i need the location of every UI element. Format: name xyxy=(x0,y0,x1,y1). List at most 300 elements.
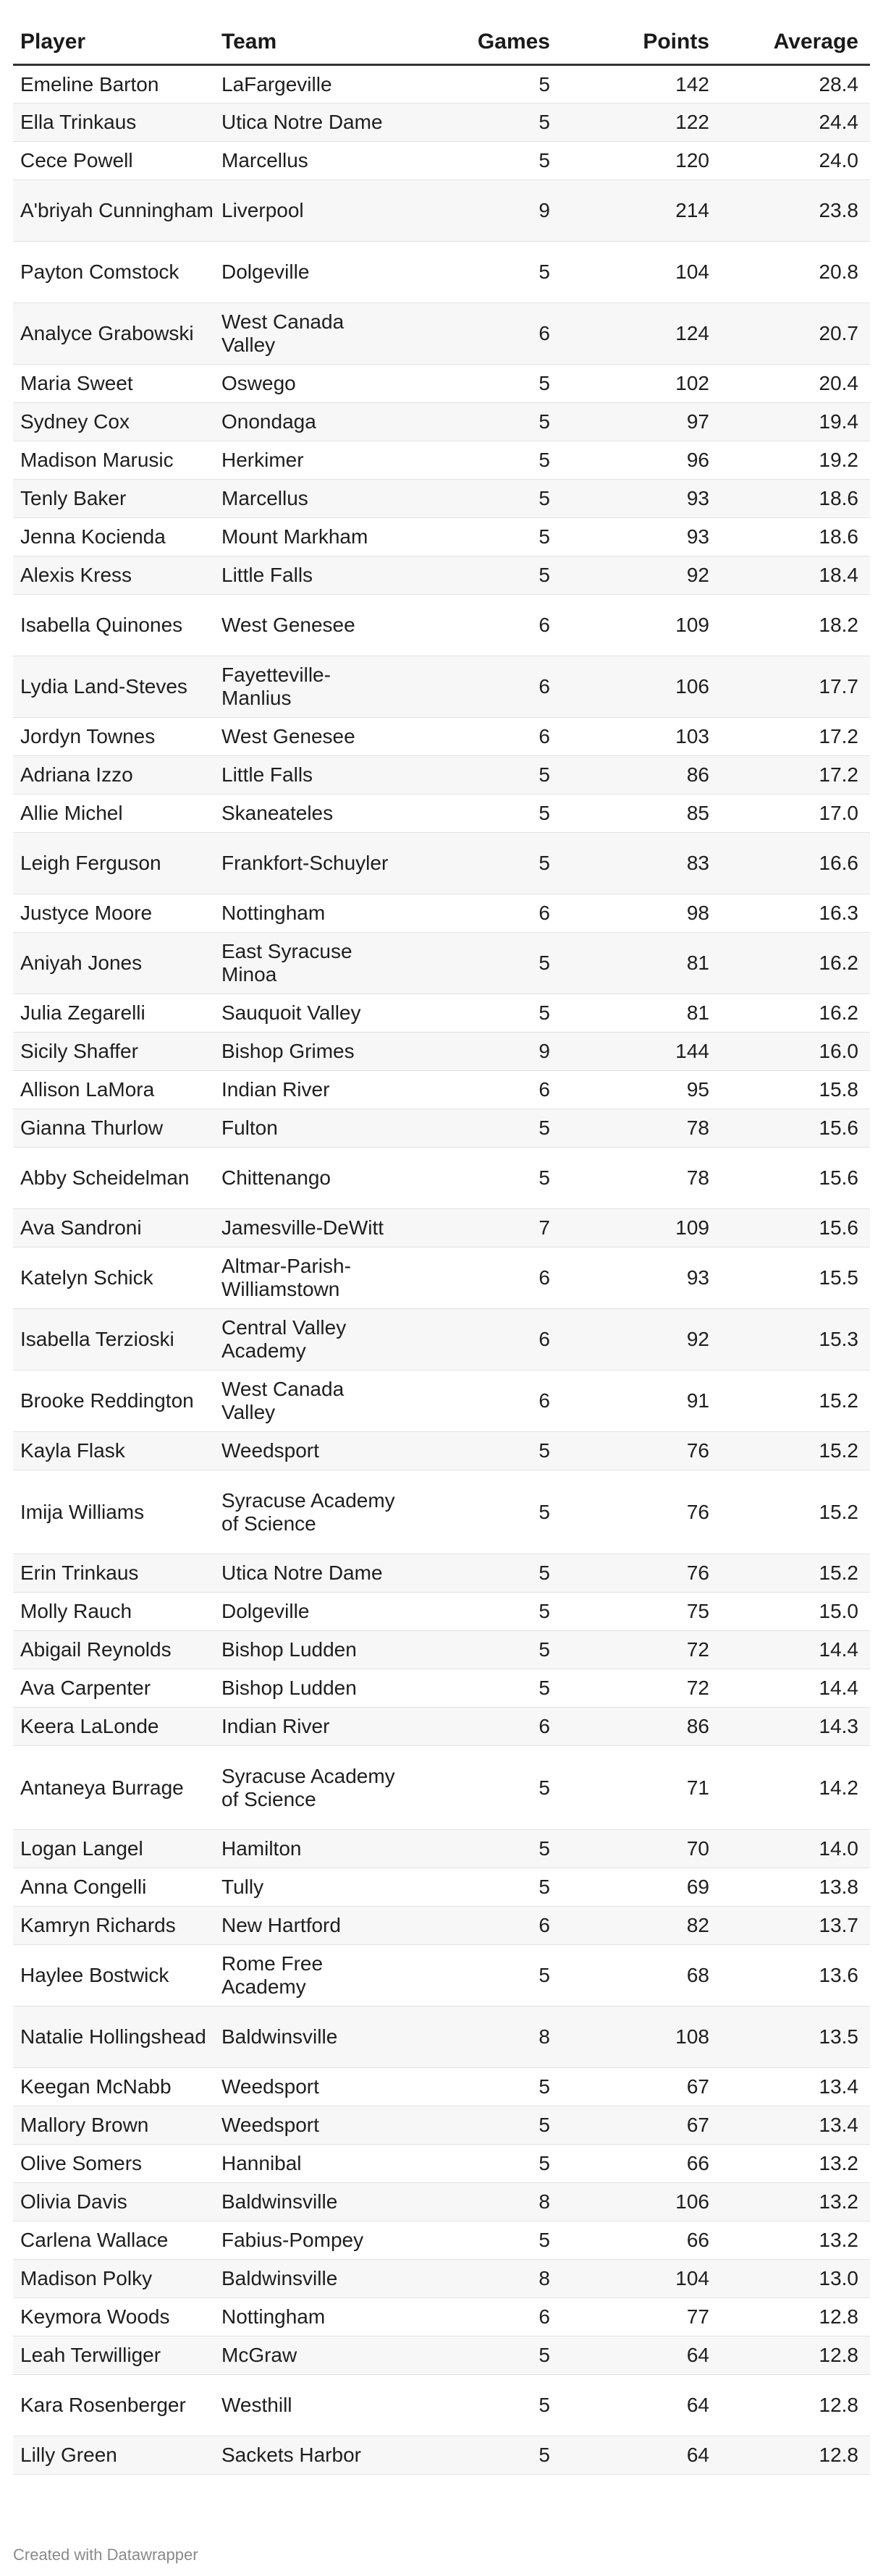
cell-player: Isabella Terzioski xyxy=(13,1309,214,1370)
table-row xyxy=(13,65,870,103)
cell-average: 13.6 xyxy=(721,1945,870,2007)
cell-points: 82 xyxy=(562,1907,721,1945)
cell-games: 6 xyxy=(395,1309,562,1370)
table-row xyxy=(13,1370,870,1432)
cell-points: 70 xyxy=(562,1830,721,1868)
table-row xyxy=(13,756,870,795)
table-row xyxy=(13,1554,870,1593)
cell-player: Haylee Bostwick xyxy=(13,1945,214,2007)
table-row xyxy=(13,1432,870,1470)
table-row xyxy=(13,2068,870,2106)
cell-points: 71 xyxy=(562,1746,721,1830)
cell-average: 13.4 xyxy=(721,2068,870,2106)
cell-player: Keymora Woods xyxy=(13,2298,214,2336)
cell-team: Marcellus xyxy=(214,480,395,518)
table-row xyxy=(13,1033,870,1071)
cell-points: 66 xyxy=(562,2221,721,2260)
cell-team: Sackets Harbor xyxy=(214,2436,395,2475)
cell-team: East Syracuse Minoa xyxy=(214,933,395,994)
cell-average: 20.7 xyxy=(721,303,870,365)
cell-player: Kara Rosenberger xyxy=(13,2375,214,2436)
table-row xyxy=(13,556,870,595)
cell-player: Alexis Kress xyxy=(13,556,214,595)
table-row xyxy=(13,1907,870,1945)
cell-player: Anna Congelli xyxy=(13,1868,214,1907)
cell-average: 15.2 xyxy=(721,1370,870,1432)
cell-games: 5 xyxy=(395,65,562,103)
cell-games: 6 xyxy=(395,1907,562,1945)
cell-points: 67 xyxy=(562,2106,721,2145)
cell-games: 5 xyxy=(395,1109,562,1148)
cell-games: 5 xyxy=(395,2436,562,2475)
cell-average: 12.8 xyxy=(721,2375,870,2436)
cell-games: 5 xyxy=(395,518,562,556)
table-row xyxy=(13,1109,870,1148)
table-row xyxy=(13,994,870,1033)
cell-team: Bishop Ludden xyxy=(214,1631,395,1669)
cell-player: Tenly Baker xyxy=(13,480,214,518)
cell-games: 5 xyxy=(395,142,562,180)
cell-team: Dolgeville xyxy=(214,1593,395,1631)
cell-average: 15.6 xyxy=(721,1109,870,1148)
cell-games: 6 xyxy=(395,894,562,933)
cell-average: 23.8 xyxy=(721,180,870,242)
cell-games: 5 xyxy=(395,365,562,403)
cell-player: Jenna Kocienda xyxy=(13,518,214,556)
table-row xyxy=(13,1071,870,1109)
cell-team: Marcellus xyxy=(214,142,395,180)
cell-points: 72 xyxy=(562,1669,721,1708)
cell-average: 14.4 xyxy=(721,1669,870,1708)
cell-average: 15.6 xyxy=(721,1148,870,1209)
cell-points: 104 xyxy=(562,2260,721,2298)
table-row xyxy=(13,2221,870,2260)
cell-games: 5 xyxy=(395,2336,562,2375)
cell-average: 14.3 xyxy=(721,1708,870,1746)
table-row xyxy=(13,1868,870,1907)
table-row xyxy=(13,103,870,142)
table-row xyxy=(13,718,870,756)
cell-points: 106 xyxy=(562,656,721,718)
cell-points: 69 xyxy=(562,1868,721,1907)
cell-player: Abigail Reynolds xyxy=(13,1631,214,1669)
cell-player: Isabella Quinones xyxy=(13,595,214,656)
cell-games: 5 xyxy=(395,103,562,142)
cell-points: 78 xyxy=(562,1109,721,1148)
cell-team: LaFargeville xyxy=(214,65,395,103)
table-body xyxy=(13,65,870,2475)
cell-player: Maria Sweet xyxy=(13,365,214,403)
table-row xyxy=(13,894,870,933)
cell-games: 5 xyxy=(395,1148,562,1209)
cell-games: 6 xyxy=(395,595,562,656)
cell-points: 98 xyxy=(562,894,721,933)
cell-team: Utica Notre Dame xyxy=(214,1554,395,1593)
table-row xyxy=(13,2145,870,2183)
cell-games: 5 xyxy=(395,1945,562,2007)
cell-games: 6 xyxy=(395,718,562,756)
column-header-player[interactable]: Player xyxy=(13,14,214,65)
cell-team: Sauquoit Valley xyxy=(214,994,395,1033)
cell-games: 5 xyxy=(395,1631,562,1669)
table-row xyxy=(13,1708,870,1746)
table-row xyxy=(13,1309,870,1370)
cell-player: Julia Zegarelli xyxy=(13,994,214,1033)
cell-games: 5 xyxy=(395,1432,562,1470)
cell-team: Baldwinsville xyxy=(214,2183,395,2221)
cell-player: Allie Michel xyxy=(13,795,214,833)
cell-average: 13.5 xyxy=(721,2007,870,2068)
cell-points: 142 xyxy=(562,65,721,103)
cell-team: Weedsport xyxy=(214,1432,395,1470)
cell-player: Cece Powell xyxy=(13,142,214,180)
cell-player: Madison Marusic xyxy=(13,441,214,480)
cell-games: 5 xyxy=(395,403,562,441)
table-row xyxy=(13,833,870,894)
cell-points: 214 xyxy=(562,180,721,242)
cell-team: Central Valley Academy xyxy=(214,1309,395,1370)
cell-average: 14.2 xyxy=(721,1746,870,1830)
table-row xyxy=(13,1746,870,1830)
table-row xyxy=(13,1669,870,1708)
stats-table xyxy=(13,14,870,2475)
cell-average: 18.2 xyxy=(721,595,870,656)
cell-points: 103 xyxy=(562,718,721,756)
table-header xyxy=(13,14,870,65)
cell-team: Bishop Grimes xyxy=(214,1033,395,1071)
cell-points: 144 xyxy=(562,1033,721,1071)
cell-player: Imija Williams xyxy=(13,1470,214,1554)
cell-average: 13.4 xyxy=(721,2106,870,2145)
cell-games: 6 xyxy=(395,1247,562,1309)
cell-player: Olive Somers xyxy=(13,2145,214,2183)
cell-games: 6 xyxy=(395,1071,562,1109)
table-row xyxy=(13,480,870,518)
cell-average: 13.2 xyxy=(721,2183,870,2221)
cell-points: 86 xyxy=(562,756,721,795)
table-row xyxy=(13,1209,870,1247)
cell-average: 16.0 xyxy=(721,1033,870,1071)
cell-player: Aniyah Jones xyxy=(13,933,214,994)
cell-team: Utica Notre Dame xyxy=(214,103,395,142)
cell-average: 17.7 xyxy=(721,656,870,718)
cell-points: 85 xyxy=(562,795,721,833)
cell-player: Erin Trinkaus xyxy=(13,1554,214,1593)
cell-average: 18.4 xyxy=(721,556,870,595)
cell-average: 16.6 xyxy=(721,833,870,894)
cell-player: Lydia Land-Steves xyxy=(13,656,214,718)
cell-team: Fayetteville-Manlius xyxy=(214,656,395,718)
cell-games: 9 xyxy=(395,180,562,242)
cell-player: Kamryn Richards xyxy=(13,1907,214,1945)
cell-games: 5 xyxy=(395,2145,562,2183)
cell-team: Frankfort-Schuyler xyxy=(214,833,395,894)
cell-average: 14.0 xyxy=(721,1830,870,1868)
table-row xyxy=(13,1631,870,1669)
cell-team: West Genesee xyxy=(214,595,395,656)
cell-average: 17.0 xyxy=(721,795,870,833)
table-row xyxy=(13,2436,870,2475)
cell-team: Altmar-Parish-Williamstown xyxy=(214,1247,395,1309)
cell-points: 78 xyxy=(562,1148,721,1209)
cell-games: 5 xyxy=(395,1470,562,1554)
cell-player: Katelyn Schick xyxy=(13,1247,214,1309)
cell-player: Allison LaMora xyxy=(13,1071,214,1109)
cell-games: 5 xyxy=(395,1593,562,1631)
cell-average: 13.8 xyxy=(721,1868,870,1907)
cell-games: 7 xyxy=(395,1209,562,1247)
cell-team: New Hartford xyxy=(214,1907,395,1945)
table-row xyxy=(13,242,870,303)
cell-team: Hannibal xyxy=(214,2145,395,2183)
cell-team: Dolgeville xyxy=(214,242,395,303)
cell-games: 5 xyxy=(395,933,562,994)
cell-player: A'briyah Cunningham xyxy=(13,180,214,242)
cell-player: Leah Terwilliger xyxy=(13,2336,214,2375)
table-row xyxy=(13,2298,870,2336)
cell-games: 8 xyxy=(395,2260,562,2298)
table-row xyxy=(13,1470,870,1554)
cell-player: Payton Comstock xyxy=(13,242,214,303)
datawrapper-credit[interactable]: Created with Datawrapper xyxy=(13,2546,198,2564)
cell-team: Little Falls xyxy=(214,756,395,795)
table-row xyxy=(13,2375,870,2436)
cell-player: Sicily Shaffer xyxy=(13,1033,214,1071)
cell-points: 76 xyxy=(562,1470,721,1554)
cell-player: Carlena Wallace xyxy=(13,2221,214,2260)
cell-average: 18.6 xyxy=(721,518,870,556)
cell-games: 5 xyxy=(395,2106,562,2145)
cell-games: 5 xyxy=(395,480,562,518)
cell-player: Justyce Moore xyxy=(13,894,214,933)
cell-points: 86 xyxy=(562,1708,721,1746)
cell-player: Jordyn Townes xyxy=(13,718,214,756)
cell-games: 5 xyxy=(395,795,562,833)
cell-average: 16.2 xyxy=(721,933,870,994)
table-row xyxy=(13,180,870,242)
cell-team: Fabius-Pompey xyxy=(214,2221,395,2260)
table-row xyxy=(13,2183,870,2221)
cell-games: 6 xyxy=(395,303,562,365)
cell-points: 122 xyxy=(562,103,721,142)
cell-average: 12.8 xyxy=(721,2336,870,2375)
cell-average: 19.4 xyxy=(721,403,870,441)
table-row xyxy=(13,2260,870,2298)
cell-points: 92 xyxy=(562,556,721,595)
table-row xyxy=(13,2106,870,2145)
cell-average: 28.4 xyxy=(721,65,870,103)
cell-points: 120 xyxy=(562,142,721,180)
table-row xyxy=(13,441,870,480)
cell-team: Syracuse Academy of Science xyxy=(214,1746,395,1830)
cell-points: 66 xyxy=(562,2145,721,2183)
cell-points: 81 xyxy=(562,994,721,1033)
cell-team: Little Falls xyxy=(214,556,395,595)
cell-points: 68 xyxy=(562,1945,721,2007)
cell-average: 19.2 xyxy=(721,441,870,480)
column-header-games[interactable]: Games xyxy=(395,14,562,65)
cell-games: 5 xyxy=(395,2221,562,2260)
cell-average: 13.7 xyxy=(721,1907,870,1945)
cell-player: Lilly Green xyxy=(13,2436,214,2475)
cell-points: 76 xyxy=(562,1554,721,1593)
cell-points: 96 xyxy=(562,441,721,480)
cell-average: 13.2 xyxy=(721,2145,870,2183)
table-row xyxy=(13,365,870,403)
cell-player: Olivia Davis xyxy=(13,2183,214,2221)
column-header-team[interactable]: Team xyxy=(214,14,395,65)
cell-team: Rome Free Academy xyxy=(214,1945,395,2007)
cell-points: 97 xyxy=(562,403,721,441)
cell-team: Nottingham xyxy=(214,894,395,933)
cell-games: 6 xyxy=(395,1370,562,1432)
cell-average: 20.8 xyxy=(721,242,870,303)
cell-games: 5 xyxy=(395,242,562,303)
cell-points: 64 xyxy=(562,2375,721,2436)
cell-points: 64 xyxy=(562,2436,721,2475)
table-row xyxy=(13,1148,870,1209)
cell-team: Jamesville-DeWitt xyxy=(214,1209,395,1247)
cell-team: McGraw xyxy=(214,2336,395,2375)
cell-games: 5 xyxy=(395,1746,562,1830)
table-row xyxy=(13,1945,870,2007)
cell-games: 5 xyxy=(395,756,562,795)
cell-player: Kayla Flask xyxy=(13,1432,214,1470)
cell-player: Adriana Izzo xyxy=(13,756,214,795)
table-row xyxy=(13,795,870,833)
cell-games: 5 xyxy=(395,1830,562,1868)
cell-player: Analyce Grabowski xyxy=(13,303,214,365)
cell-games: 5 xyxy=(395,1554,562,1593)
cell-average: 13.2 xyxy=(721,2221,870,2260)
table-row xyxy=(13,518,870,556)
table-row xyxy=(13,595,870,656)
cell-average: 15.2 xyxy=(721,1470,870,1554)
cell-points: 76 xyxy=(562,1432,721,1470)
cell-team: Tully xyxy=(214,1868,395,1907)
cell-average: 16.3 xyxy=(721,894,870,933)
cell-average: 18.6 xyxy=(721,480,870,518)
cell-team: Mount Markham xyxy=(214,518,395,556)
cell-games: 5 xyxy=(395,1868,562,1907)
cell-team: Bishop Ludden xyxy=(214,1669,395,1708)
cell-team: Nottingham xyxy=(214,2298,395,2336)
column-header-average[interactable]: Average xyxy=(721,14,870,65)
cell-player: Ella Trinkaus xyxy=(13,103,214,142)
cell-team: Liverpool xyxy=(214,180,395,242)
cell-team: Fulton xyxy=(214,1109,395,1148)
cell-player: Ava Carpenter xyxy=(13,1669,214,1708)
cell-points: 124 xyxy=(562,303,721,365)
column-header-points[interactable]: Points xyxy=(562,14,721,65)
cell-points: 106 xyxy=(562,2183,721,2221)
table-row xyxy=(13,2336,870,2375)
cell-points: 109 xyxy=(562,1209,721,1247)
cell-points: 92 xyxy=(562,1309,721,1370)
table-row xyxy=(13,142,870,180)
cell-games: 8 xyxy=(395,2183,562,2221)
cell-average: 15.8 xyxy=(721,1071,870,1109)
cell-points: 72 xyxy=(562,1631,721,1669)
cell-points: 95 xyxy=(562,1071,721,1109)
cell-player: Emeline Barton xyxy=(13,65,214,103)
table-row xyxy=(13,1593,870,1631)
cell-player: Leigh Ferguson xyxy=(13,833,214,894)
cell-games: 5 xyxy=(395,441,562,480)
cell-average: 15.2 xyxy=(721,1554,870,1593)
cell-team: Oswego xyxy=(214,365,395,403)
table-row xyxy=(13,1247,870,1309)
cell-player: Ava Sandroni xyxy=(13,1209,214,1247)
cell-points: 93 xyxy=(562,480,721,518)
cell-team: Onondaga xyxy=(214,403,395,441)
table-row xyxy=(13,1830,870,1868)
cell-games: 6 xyxy=(395,656,562,718)
cell-average: 15.3 xyxy=(721,1309,870,1370)
cell-points: 77 xyxy=(562,2298,721,2336)
cell-player: Logan Langel xyxy=(13,1830,214,1868)
cell-average: 24.4 xyxy=(721,103,870,142)
cell-average: 17.2 xyxy=(721,756,870,795)
cell-team: Herkimer xyxy=(214,441,395,480)
cell-games: 8 xyxy=(395,2007,562,2068)
cell-games: 5 xyxy=(395,833,562,894)
cell-points: 64 xyxy=(562,2336,721,2375)
cell-team: Syracuse Academy of Science xyxy=(214,1470,395,1554)
cell-points: 83 xyxy=(562,833,721,894)
cell-points: 104 xyxy=(562,242,721,303)
table-row xyxy=(13,656,870,718)
cell-player: Brooke Reddington xyxy=(13,1370,214,1432)
cell-points: 91 xyxy=(562,1370,721,1432)
cell-player: Molly Rauch xyxy=(13,1593,214,1631)
cell-team: Hamilton xyxy=(214,1830,395,1868)
cell-team: Weedsport xyxy=(214,2068,395,2106)
cell-average: 15.5 xyxy=(721,1247,870,1309)
cell-player: Keera LaLonde xyxy=(13,1708,214,1746)
cell-average: 15.6 xyxy=(721,1209,870,1247)
cell-points: 93 xyxy=(562,518,721,556)
cell-points: 109 xyxy=(562,595,721,656)
cell-average: 15.0 xyxy=(721,1593,870,1631)
cell-team: West Canada Valley xyxy=(214,303,395,365)
cell-team: Baldwinsville xyxy=(214,2260,395,2298)
table-row xyxy=(13,2007,870,2068)
cell-team: Westhill xyxy=(214,2375,395,2436)
cell-points: 102 xyxy=(562,365,721,403)
cell-average: 13.0 xyxy=(721,2260,870,2298)
table-row xyxy=(13,933,870,994)
cell-player: Keegan McNabb xyxy=(13,2068,214,2106)
cell-team: Indian River xyxy=(214,1708,395,1746)
cell-games: 5 xyxy=(395,2068,562,2106)
cell-team: Baldwinsville xyxy=(214,2007,395,2068)
cell-average: 14.4 xyxy=(721,1631,870,1669)
cell-average: 15.2 xyxy=(721,1432,870,1470)
cell-player: Antaneya Burrage xyxy=(13,1746,214,1830)
cell-player: Abby Scheidelman xyxy=(13,1148,214,1209)
cell-games: 5 xyxy=(395,2375,562,2436)
cell-team: Weedsport xyxy=(214,2106,395,2145)
cell-player: Natalie Hollingshead xyxy=(13,2007,214,2068)
cell-team: Chittenango xyxy=(214,1148,395,1209)
cell-average: 20.4 xyxy=(721,365,870,403)
table-row xyxy=(13,303,870,365)
cell-average: 12.8 xyxy=(721,2298,870,2336)
cell-games: 9 xyxy=(395,1033,562,1071)
header-row xyxy=(13,14,870,65)
cell-player: Sydney Cox xyxy=(13,403,214,441)
